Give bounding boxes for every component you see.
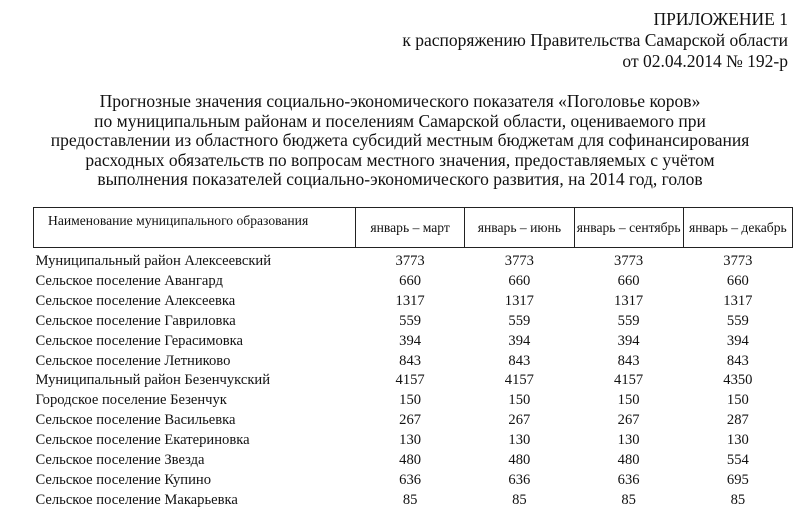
row-q4-cell: 695: [726, 471, 749, 488]
row-q1-cell: 150: [399, 392, 422, 409]
header-q4: январь – декабрь: [683, 208, 792, 248]
row-q3-cell: 3773: [614, 253, 644, 269]
row-q1-cell: 267: [399, 412, 422, 429]
row-name-cell: Сельское поселение Летниково: [35, 352, 231, 369]
row-q3-cell: 660: [617, 272, 640, 289]
row-q4-cell: 559: [726, 312, 749, 329]
row-q1-cell: 85: [402, 491, 418, 508]
indicator-table-container: [33, 207, 792, 511]
row-q3-cell: 1317: [614, 292, 644, 309]
row-q1-cell: 1317: [395, 292, 425, 309]
row-q4-cell: 554: [726, 452, 749, 469]
row-q4-cell: 287: [726, 412, 749, 429]
header-row: [34, 208, 793, 248]
row-name-cell: Сельское поселение Алексеевка: [35, 292, 236, 309]
table-row: [34, 431, 793, 451]
row-q1-cell: 660: [399, 272, 422, 289]
row-q4-cell: 1317: [723, 292, 753, 309]
row-q3-cell: 636: [617, 471, 640, 488]
appendix-header: [402, 9, 788, 72]
table-body: [34, 248, 793, 511]
row-q3-cell: 480: [617, 452, 640, 469]
row-q3-cell: 267: [617, 412, 640, 429]
row-q3-cell: 4157: [614, 372, 644, 389]
row-q2-cell: 3773: [504, 253, 534, 269]
row-q1-cell: 559: [399, 312, 422, 329]
title-line-5: выполнения показателей социально-экономического развития, на 2014 год, голов: [97, 169, 703, 190]
row-q3-cell: 559: [617, 312, 640, 329]
row-name-cell: Сельское поселение Гавриловка: [35, 312, 236, 329]
row-q3-cell: 394: [617, 332, 640, 349]
row-q1-cell: 480: [399, 452, 422, 469]
row-q2-cell: 636: [508, 471, 531, 488]
row-name-cell: Сельское поселение Екатериновка: [35, 432, 250, 449]
appendix-decree: к распоряжению Правительства Самарской области: [402, 30, 788, 50]
row-name-cell: Сельское поселение Герасимовка: [35, 332, 243, 349]
table-row: [34, 491, 793, 511]
indicator-table: [33, 207, 793, 511]
row-q4-cell: 3773: [723, 253, 753, 269]
row-name-cell: Сельское поселение Авангард: [35, 272, 223, 289]
table-row: [34, 292, 793, 312]
row-q3-cell: 85: [621, 491, 636, 508]
row-q2-cell: 4157: [504, 372, 534, 389]
table-row: [34, 252, 793, 272]
row-q1-cell: 843: [399, 352, 422, 369]
row-q2-cell: 267: [508, 412, 531, 429]
table-row: [34, 371, 793, 391]
table-row: [34, 272, 793, 292]
row-q4-cell: 150: [726, 392, 749, 409]
row-q2-cell: 480: [508, 452, 531, 469]
row-q2-cell: 130: [508, 432, 531, 449]
title-line-3: предоставлении из областного бюджета субсидий местным бюджетам для софинансирования: [50, 130, 750, 151]
header-q3: январь – сентябрь: [574, 208, 683, 248]
title-line-1: Прогнозные значения социально-экономического показателя «Поголовье коров»: [99, 91, 701, 111]
table-row: [34, 312, 793, 332]
table-row: [34, 391, 793, 411]
row-q4-cell: 660: [726, 272, 749, 289]
row-q3-cell: 843: [617, 352, 640, 369]
row-name-cell: Городское поселение Безенчук: [35, 392, 227, 409]
row-name-cell: Сельское поселение Васильевка: [35, 412, 236, 429]
header-name: Наименование муниципального образования: [34, 208, 356, 248]
row-q2-cell: 150: [508, 392, 531, 409]
table-row: [34, 352, 793, 372]
row-q4-cell: 4350: [723, 372, 753, 389]
title-line-2: по муниципальным районам и поселениям Самарской области, оцениваемого при: [94, 110, 706, 131]
appendix-date: от 02.04.2014 № 192-р: [622, 51, 788, 71]
table-header: [34, 208, 793, 248]
row-name-cell: Муниципальный район Алексеевский: [35, 253, 272, 269]
row-name-cell: Сельское поселение Купино: [35, 471, 212, 488]
row-q3-cell: 130: [617, 432, 640, 449]
row-q2-cell: 660: [508, 272, 531, 289]
row-q4-cell: 85: [730, 491, 746, 508]
row-q4-cell: 843: [726, 352, 749, 369]
title-line-4: расходных обязательств по вопросам местного значения, предоставляемых с учётом: [85, 149, 715, 170]
row-q4-cell: 130: [726, 432, 749, 449]
row-name-cell: Сельское поселение Макарьевка: [35, 491, 238, 508]
header-q1: январь – март: [356, 208, 465, 248]
row-q2-cell: 85: [512, 491, 527, 508]
table-row: [34, 471, 793, 491]
row-name-cell: Сельское поселение Звезда: [35, 452, 205, 469]
row-name-cell: Муниципальный район Безенчукский: [35, 372, 271, 389]
header-q2: январь – июнь: [465, 208, 574, 248]
table-row: [34, 332, 793, 352]
row-q2-cell: 394: [508, 332, 531, 349]
row-q1-cell: 3773: [395, 253, 425, 269]
table-row: [34, 411, 793, 431]
row-q1-cell: 130: [399, 432, 422, 449]
appendix-label: ПРИЛОЖЕНИЕ 1: [653, 9, 788, 29]
row-q4-cell: 394: [726, 332, 749, 349]
row-q2-cell: 843: [508, 352, 531, 369]
row-q3-cell: 150: [617, 392, 640, 409]
row-q1-cell: 4157: [395, 372, 425, 389]
table-row: [34, 451, 793, 471]
row-q2-cell: 559: [508, 312, 531, 329]
row-q2-cell: 1317: [504, 292, 534, 309]
document-title: [0, 92, 800, 190]
row-q1-cell: 636: [399, 471, 422, 488]
row-q1-cell: 394: [399, 332, 422, 349]
